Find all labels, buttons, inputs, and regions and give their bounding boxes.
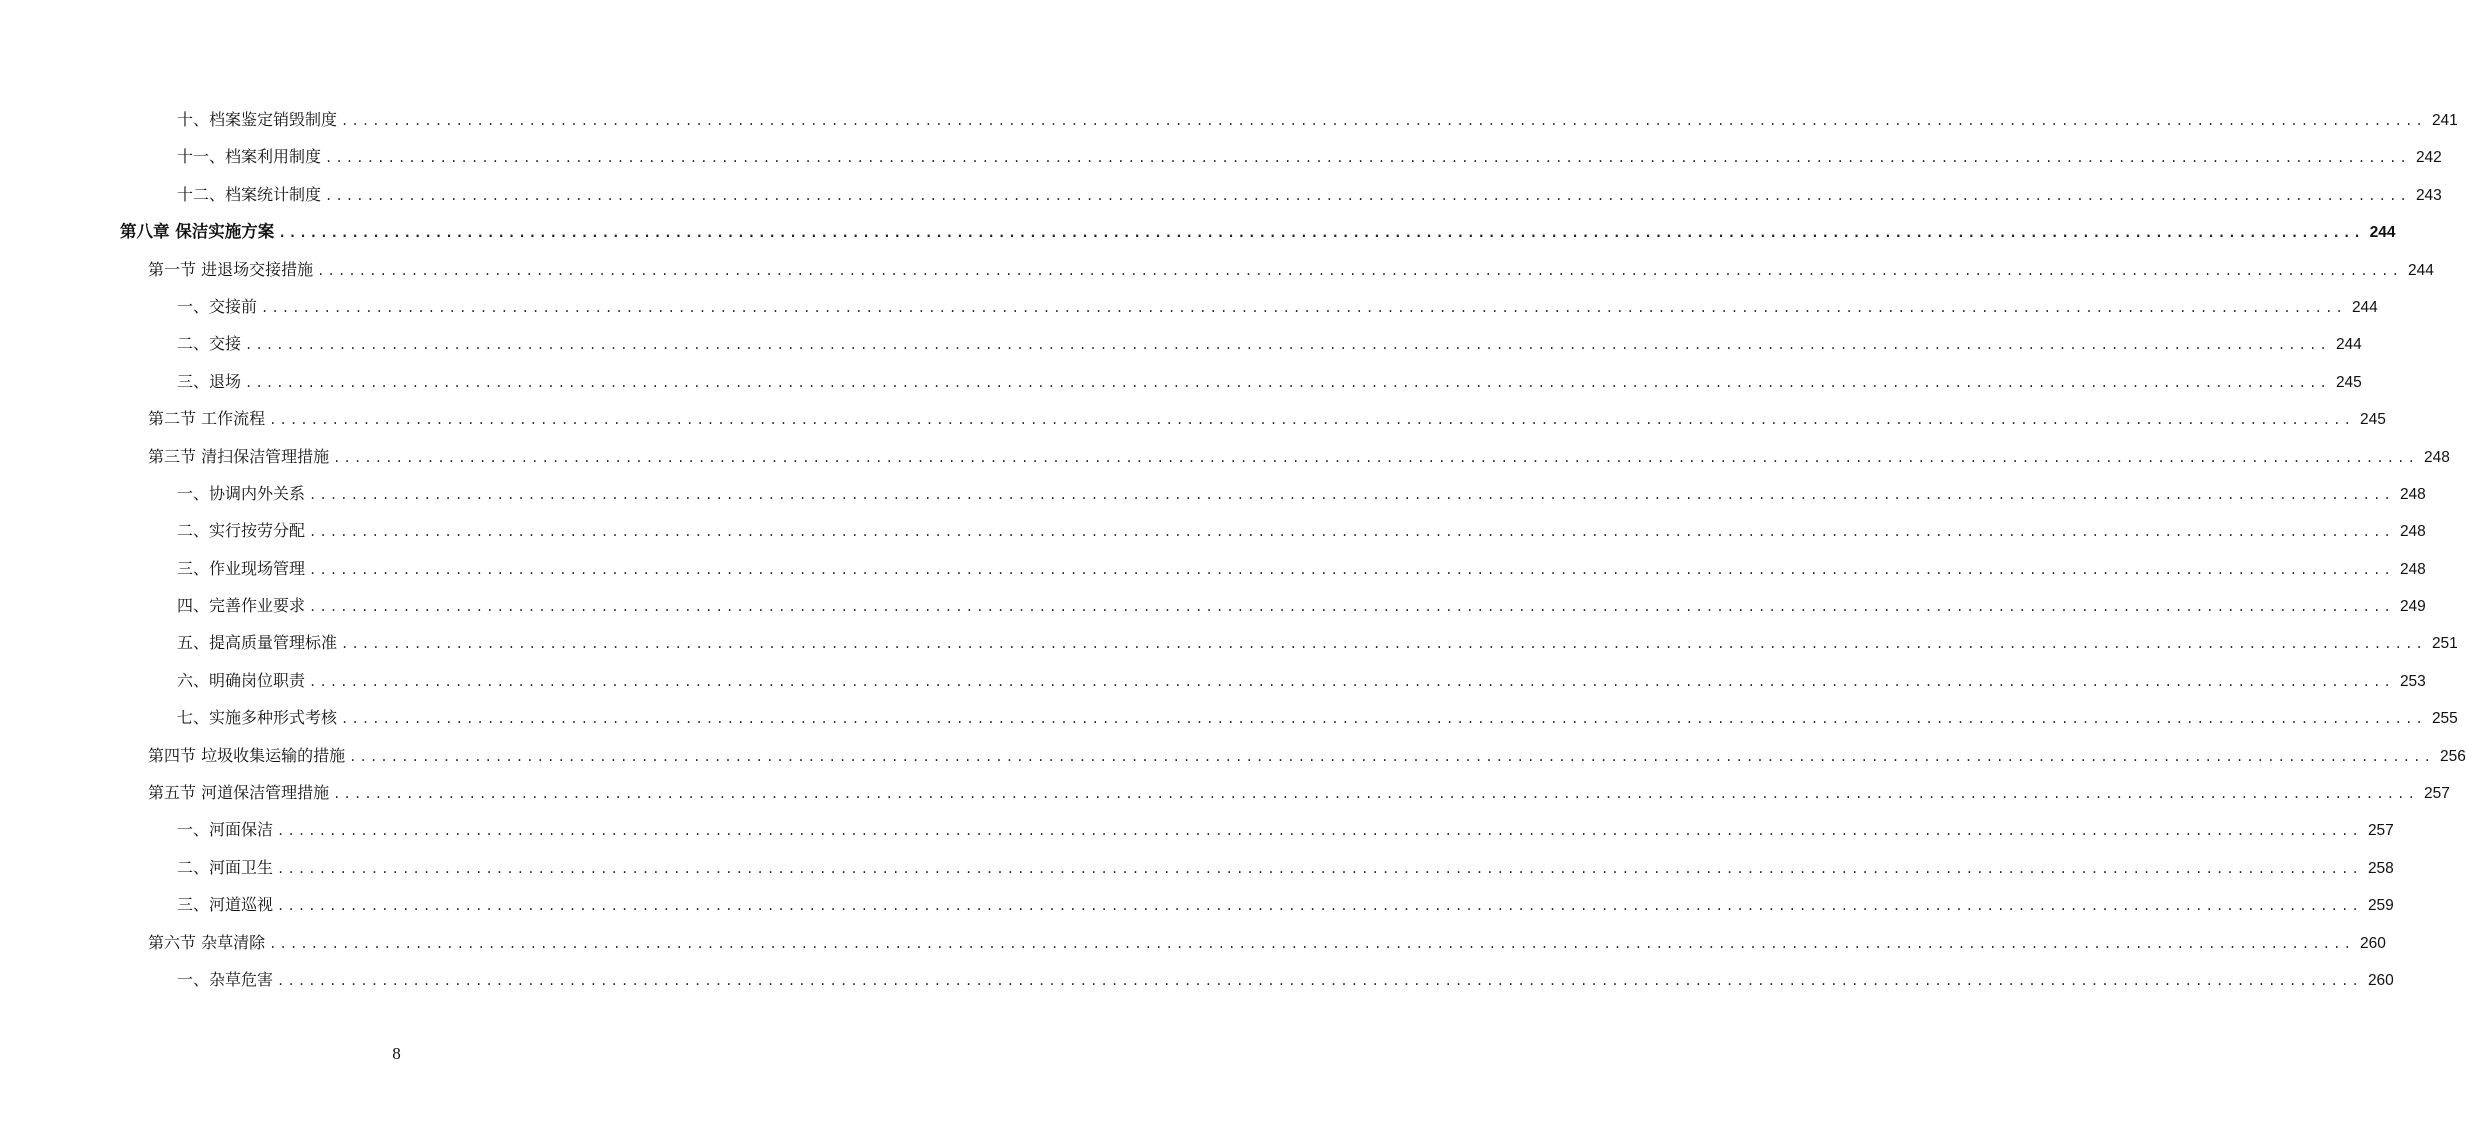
toc-subsection-entry[interactable] [0, 288, 2378, 325]
toc-entry-line [177, 699, 2458, 738]
dot-leader: ........................................................................................................................................................................................................ [261, 300, 2346, 315]
toc-entry-title: 二、交接 [177, 334, 242, 354]
dot-leader: ........................................................................................................................................................................................................ [309, 600, 2394, 615]
toc-subsection-entry[interactable] [0, 512, 2426, 549]
page-number: 8 [392, 1044, 401, 1063]
toc-entry-line [177, 288, 2378, 327]
toc-entry-line [177, 138, 2442, 177]
toc-entry-title: 第二节 工作流程 [148, 409, 266, 429]
dot-leader: ........................................................................................................................................................................................................ [325, 188, 2410, 203]
toc-entry-page: 259 [2367, 897, 2394, 915]
toc-entry-page: 244 [2335, 336, 2362, 354]
dot-leader: ........................................................................................................................................................................................................ [277, 824, 2362, 839]
dot-leader: ........................................................................................................................................................................................................ [269, 936, 2355, 951]
toc-entry-page: 248 [2424, 448, 2450, 466]
toc-section-entry[interactable] [0, 774, 2450, 811]
toc-subsection-entry[interactable] [0, 587, 2426, 624]
toc-entry-line [177, 176, 2442, 215]
toc-subsection-entry[interactable] [0, 662, 2426, 699]
toc-entry-line [148, 251, 2434, 290]
toc-entry-page: 260 [2367, 971, 2394, 989]
toc-entry-title: 一、交接前 [177, 296, 258, 316]
toc-entry-page: 258 [2367, 859, 2394, 877]
toc-entry-line [120, 213, 2396, 252]
dot-leader: ........................................................................................................................................................................................................ [269, 413, 2355, 428]
dot-leader: ........................................................................................................................................................................................................ [309, 674, 2394, 689]
toc-entry-title: 五、提高质量管理标准 [177, 633, 338, 653]
toc-entry-page: 255 [2431, 710, 2458, 728]
toc-subsection-entry[interactable] [0, 849, 2394, 886]
toc-entry-page: 253 [2399, 672, 2426, 690]
toc-entry-line [177, 363, 2362, 402]
toc-entry-title: 三、退场 [177, 371, 242, 391]
toc-entry-page: 257 [2424, 785, 2450, 803]
toc-entry-page: 248 [2399, 523, 2426, 541]
toc-entry-title: 一、杂草危害 [177, 969, 274, 989]
toc-entry-line [177, 886, 2394, 925]
toc-entry-line [177, 587, 2426, 626]
dot-leader: ........................................................................................................................................................................................................ [278, 226, 2364, 242]
toc-entry-title: 第六节 杂草清除 [148, 932, 266, 952]
toc-entry-page: 244 [2408, 261, 2434, 279]
toc-subsection-entry[interactable] [0, 138, 2442, 175]
toc-entry-title: 四、完善作业要求 [177, 596, 306, 616]
toc-entry-title: 三、作业现场管理 [177, 558, 306, 578]
toc-subsection-entry[interactable] [0, 624, 2458, 661]
toc-chapter-entry[interactable] [0, 213, 2396, 250]
table-of-contents [0, 101, 2466, 998]
toc-entry-title: 第八章 保洁实施方案 [120, 222, 275, 242]
toc-entry-page: 243 [2415, 186, 2442, 204]
toc-subsection-entry[interactable] [0, 176, 2442, 213]
toc-subsection-entry[interactable] [0, 550, 2426, 587]
dot-leader: ........................................................................................................................................................................................................ [277, 861, 2362, 876]
toc-entry-line [177, 512, 2426, 551]
toc-entry-title: 十一、档案利用制度 [177, 147, 322, 167]
toc-entry-line [148, 400, 2386, 439]
dot-leader: ........................................................................................................................................................................................................ [277, 973, 2362, 988]
dot-leader: ........................................................................................................................................................................................................ [245, 375, 2330, 390]
toc-entry-line [177, 101, 2458, 140]
toc-subsection-entry[interactable] [0, 325, 2362, 362]
toc-subsection-entry[interactable] [0, 886, 2394, 923]
toc-entry-title: 二、实行按劳分配 [177, 521, 306, 541]
toc-entry-page: 257 [2367, 822, 2394, 840]
toc-entry-title: 七、实施多种形式考核 [177, 708, 338, 728]
dot-leader: ........................................................................................................................................................................................................ [341, 114, 2426, 128]
dot-leader: ........................................................................................................................................................................................................ [333, 787, 2419, 802]
toc-entry-page: 260 [2360, 934, 2386, 952]
toc-section-entry[interactable] [0, 251, 2434, 288]
toc-entry-title: 第一节 进退场交接措施 [148, 259, 314, 279]
toc-entry-page: 244 [2351, 298, 2378, 316]
dot-leader: ........................................................................................................................................................................................................ [349, 749, 2435, 764]
toc-entry-page: 251 [2431, 635, 2458, 653]
toc-entry-page: 242 [2415, 149, 2442, 167]
toc-entry-line [177, 624, 2458, 663]
toc-entry-page: 241 [2431, 112, 2458, 129]
toc-entry-title: 六、明确岗位职责 [177, 670, 306, 690]
toc-entry-line [177, 662, 2426, 701]
toc-entry-line [177, 550, 2426, 589]
dot-leader: ........................................................................................................................................................................................................ [309, 487, 2394, 502]
dot-leader: ........................................................................................................................................................................................................ [317, 263, 2403, 278]
toc-subsection-entry[interactable] [0, 961, 2394, 998]
dot-leader: ........................................................................................................................................................................................................ [309, 525, 2394, 540]
toc-subsection-entry[interactable] [0, 475, 2426, 512]
toc-subsection-entry[interactable] [0, 363, 2362, 400]
toc-entry-line [177, 849, 2394, 888]
toc-section-entry[interactable] [0, 438, 2450, 475]
toc-entry-title: 二、河面卫生 [177, 857, 274, 877]
toc-entry-page: 249 [2399, 598, 2426, 616]
toc-entry-line [148, 924, 2386, 963]
toc-entry-page: 244 [2369, 224, 2396, 242]
toc-subsection-entry[interactable] [0, 101, 2458, 138]
toc-section-entry[interactable] [0, 737, 2466, 774]
toc-entry-page: 248 [2399, 485, 2426, 503]
toc-entry-title: 十、档案鉴定销毁制度 [177, 110, 338, 129]
toc-entry-line [148, 438, 2450, 477]
toc-entry-line [177, 961, 2394, 1000]
toc-entry-title: 第三节 清扫保洁管理措施 [148, 446, 330, 466]
toc-entry-page: 245 [2335, 373, 2362, 391]
toc-entry-line [177, 475, 2426, 514]
toc-section-entry[interactable] [0, 924, 2386, 961]
toc-entry-title: 第四节 垃圾收集运输的措施 [148, 745, 346, 765]
dot-leader: ........................................................................................................................................................................................................ [325, 151, 2410, 166]
toc-entry-title: 一、河面保洁 [177, 820, 274, 840]
dot-leader: ........................................................................................................................................................................................................ [333, 450, 2419, 465]
toc-entry-page: 256 [2440, 747, 2466, 765]
toc-entry-title: 一、协调内外关系 [177, 483, 306, 503]
toc-entry-page: 245 [2360, 411, 2386, 429]
toc-subsection-entry[interactable] [0, 699, 2458, 736]
toc-entry-line [148, 737, 2466, 776]
toc-entry-line [177, 325, 2362, 364]
dot-leader: ........................................................................................................................................................................................................ [341, 637, 2426, 652]
toc-entry-title: 三、河道巡视 [177, 895, 274, 915]
toc-entry-line [148, 774, 2450, 813]
toc-entry-page: 248 [2399, 560, 2426, 578]
toc-entry-title: 第五节 河道保洁管理措施 [148, 783, 330, 803]
toc-section-entry[interactable] [0, 400, 2386, 437]
toc-entry-title: 十二、档案统计制度 [177, 184, 322, 204]
dot-leader: ........................................................................................................................................................................................................ [277, 899, 2362, 914]
dot-leader: ........................................................................................................................................................................................................ [245, 338, 2330, 353]
toc-subsection-entry[interactable] [0, 811, 2394, 848]
toc-entry-line [177, 811, 2394, 850]
dot-leader: ........................................................................................................................................................................................................ [309, 562, 2394, 577]
dot-leader: ........................................................................................................................................................................................................ [341, 712, 2426, 727]
